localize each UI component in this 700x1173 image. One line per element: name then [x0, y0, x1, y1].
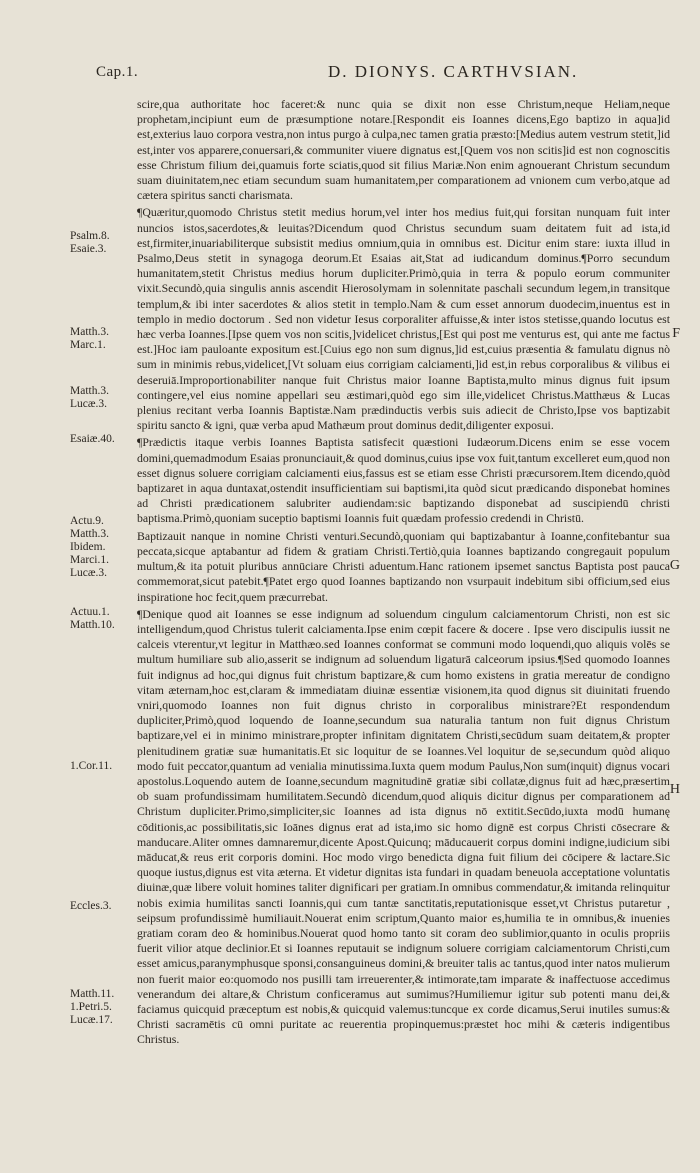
margin-note-matth3-a: Matth.3. Marc.1.	[70, 326, 109, 351]
paragraph: ¶Quæritur,quomodo Christus stetit medius horum,vel inter hos medius fuit,qui forsitan nunquam fuit inter nuncios istos,sacerdotes,& leuitas?Dicendum quod Christus secundum suam deitatem fuit ad ista,id est,firmiter,inuariabiliterque subsistit medius omnium,quia in omnibus est. Dicitur enim stare: iuxta illud in Psalmo,Deus stetit in synagoga deorum.Et Esaias ait,Stat ad iudicandum dominus.¶Porro secundum humanitatem,stetit Christus medius horum dupliciter.Primò,quia in terra & populo eorum communiter vixit.Secundò,quia singulis annis ascendit Hierosolymam in solennitate paschali secundum legem,in transitque templum,& ibi inter sacerdotes & alios stetit in templo.Nam & cum esset annorum duodecim,inuentus est in templo in medio doctorum . Sed non videtur Iesus corporaliter affuisse,& inter istos stetisse,quando locutus est hæc verba Ioannes.[Ipse quem vos non scitis,]videlicet christus,[Est qui post me venturus est, qui ante me factus est.]Hoc iam pauloante expositum est.[Cuius ego non sum dignus,]id est,cuius præsentia & famulatu dignus nò sum in minimis rebus,videlicet,[Vt soluam eius corrigiam calciamenti,]id est,in rebus corporalibus & vilibus ei deseruiā.Improportionabiliter nanque fuit Christus maior Ioanne Baptista,multo minus dignus fuit ipsum contingere,vel eius nomine appellari seu æstimari,quòd ego sim ille,videlicet Christus.Matthæus & Lucas plenius recitant verba Ioannis Baptistæ.Nam prædinductis verbis suis adiecit de Christo,Ipse vos baptizabit spiritu sancto & igni, quæ verba apud Mathæum prout dominus dedit,diligenter exposui.	[137, 205, 670, 433]
margin-note-matth3-b: Matth.3. Lucæ.3.	[70, 385, 109, 410]
side-letter-f: F	[672, 326, 680, 341]
margin-note-acts-group: Actu.9. Matth.3. Ibidem. Marci.1. Lucæ.3.	[70, 515, 109, 579]
paragraph: scire,qua authoritate hoc faceret:& nunc quia se dixit non esse Christum,neque Heliam,neque prophetam,incipiunt eum de præsumptione notare.[Respondit eis Ioannes dicens,Ego baptizo in aqua]id est,exterius lauo corpora vestra,non intus purgo à culpa,nec tamen gratia præsto:[Medius autem vestrum stetit,]id est,inter vos apparere,conuersari,& communiter viuere dignatus est,[Quem vos non scitis]id est non cognoscitis esse Christum filium dei,quamuis forte sciatis,quod sit filius Mariæ.Non enim agnouerant Christum secundum suam diuinitatem,nec etiam secundum suam humanitatem,per comparationem ad vnionem cum verbo,atque ad cætera spiritus sancti charismata.	[137, 97, 670, 203]
body-text	[137, 97, 670, 1050]
margin-note-acts-matth: Actuu.1. Matth.10.	[70, 606, 115, 631]
running-header	[96, 62, 656, 84]
margin-note-cor: 1.Cor.11.	[70, 760, 113, 772]
margin-note-esaie40: Esaiæ.40.	[70, 433, 115, 445]
side-letter-g: G	[669, 558, 680, 573]
margin-note-end-group: Matth.11. 1.Petri.5. Lucæ.17.	[70, 988, 115, 1026]
margin-note-psalm: Psalm.8. Esaie.3.	[70, 230, 110, 255]
running-title: D. DIONYS. CARTHVSIAN.	[328, 62, 579, 81]
margin-note-eccl: Eccles.3.	[70, 900, 112, 912]
paragraph: ¶Denique quod ait Ioannes se esse indignum ad soluendum cingulum calciamentorum Christi, non est sic intelligendum,quod Christus tulerit calciamenta.Ipse enim cœpit facere & docere . Ipse vero discipulis iussit ne calceis vterentur,vt legitur in Matthæo.sed Ioannes conformat se communi modo loquendi,quo aliquis volēs se multum humiliare sub alio,asserit se indignum ad soluendum ligaturā calceorum ipsius.¶Sed quomodo Ioannes fuit indignus ad hoc,qui dignus fuit christum baptizare,& cum homo existens in gratia mereatur de condigno vitam æternam,hoc est,claram & immediatam diuinæ essentiæ visionem,ita quod dignus sit diuinitati fruendo vniri,quomodo Ioannes non fuit dignus christo in corporalibus ministrare?Et respondendum dupliciter,Primò,quod loquendo de Ioanne,secundum sua naturalia tantum non fuit dignus Christum baptizare,vel ei in minimo ministrare,propter infinitam dignitatem Christi,secūdum suam deitatem,& propter plenitudinem gratiæ suæ humanitatis.Et sic loquitur de se Ioannes.Vel loquitur de se,secundum quòd aliquo modo fuit peccator,quantum ad venialia minutissima.Iuxta quem modum Paulus,Non sum(inquit) dignus vocari apostolus.Loquendo autem de Ioanne,secundum magnitudinē gratiæ sibi collatæ,dignus fuit ad hæc,præsertim ob suam profundissimam humilitatem.Secundò dicendum,quod aliquis dicitur dignus per comparationem ad Christum dupliciter.Primo,simpliciter,sic Ioannes ad ista dignus nō extitit.Secūdo,iuxta modū humanę cōditionis,ac possibilitatis,sic Ioānes dignus erat ad ista,imo sic homo dignē est corpus Christi cōsecrare & manducare.Aliter omnes damnaremur,dicente Apost.Quicunq; māducauerit corpus domini indigne,iudicium sibi māducat,& reus erit corporis domini. Hoc modo virgo benedicta digna fuit filium dei cōcipere & lactare.Sic quoque iustus,dignus est vita æterna. Et videtur dignitas ista fundari in quadam beneuola acceptatione voluntatis diuinæ,quæ libere voluit homines taliter dignificari per gratiam.In omnibus commendatur,& imitanda relinquitur nobis eximia humilitas sancti Ioannis,qui cum tantæ sanctitatis,reputationisque esset,vt Christus putaretur , seipsum profundissimè humiliauit.Nouerat enim scriptum,Quanto maior es,humilia te in omnibus,& inuenies gratiam coram deo & hominibus.Nouerat quod homo tanto sit coram deo sublimior,quanto in oculis propriis fuerit vilior atque declinior.Et si Ioannes reputauit se indignum soluere corrigiam calciamentorum Christi,cum esset amicus,paranymphusque sponsi,consanguineus domini,& breuiter talis ac tantus,quod inter natos mulierum non fuerit maior eo:quomodo nos pusilli tam irreuerenter,& intimorate,tam imparate & inaffectuose accedimus venerandum dei altare,& Christum conficeramus aut sumimus?Humiliemur igitur sub potenti manu dei,& faciamus quicquid præceptum est nobis,& quicquid valemus:tuncque ex corde dicamus,Serui inutiles sumus:& Christi sacramētis cū omni puritate ac reuerentia propinquemus:præstet hoc mihi & cæteris indigentibus Christus.	[137, 606, 670, 1047]
paragraph: Baptizauit nanque in nomine Christi venturi.Secundò,quoniam qui baptizabantur à Ioanne,confitebantur sua peccata,sicque aptabantur ad fidem & gratiam Christi.Tertiò,quia Ioannes baptizando congregauit populum multum,& ita potuit pluribus annūciare Christi aduentum.Hanc rationem ipsemet sanctus Baptista post pauca commemorat,sicut patebit.¶Patet ergo quod Ioannes baptizando non vsurpauit indebitum sibi officium,sed eius inspiratione hoc fecit,quem præcurrebat.	[137, 528, 670, 604]
paragraph: ¶Prædictis itaque verbis Ioannes Baptista satisfecit quæstioni Iudæorum.Dicens enim se esse vocem domini,quemadmodum Esaias pronunciauit,& quod dominus,cuius ipse vox fuit,tantum excelleret eum,quod non esset dignus soluere corrigiam calciamenti eius,fassus est se etiam esse Christi præcursorem.Item dicendo,quòd baptizaret in aqua duntaxat,ostendit insufficientiam sui baptismi,ita quòd sicut prædicando disponebat homines ad Christi prædicationem salubriter audiendam:sic baptizando disponebat ad suscipiendū christi baptisma.Primò,quoniam suceptio baptismi Ioannis fuit quædam professio credendi in Christū.	[137, 435, 670, 526]
side-letter-h: H	[669, 782, 680, 797]
chapter-label: Cap.1.	[96, 64, 139, 80]
